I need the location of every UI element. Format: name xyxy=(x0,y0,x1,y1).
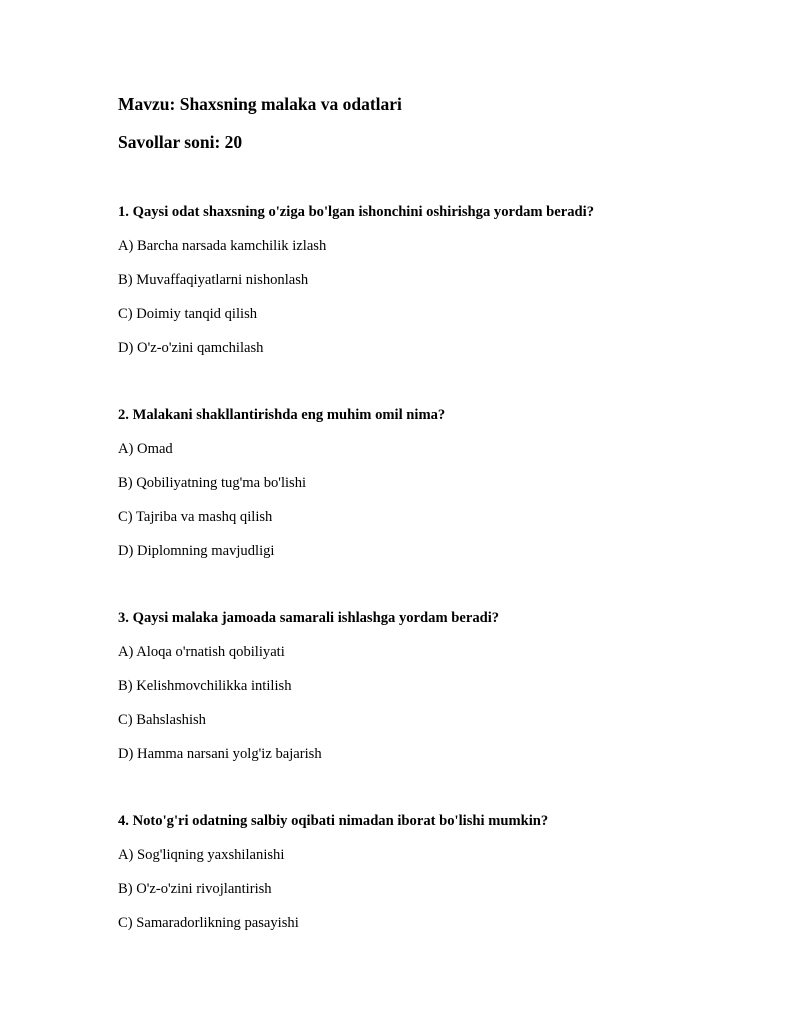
question-2-option-b: B) Qobiliyatning tug'ma bo'lishi xyxy=(118,475,307,491)
question-2-option-c: C) Tajriba va mashq qilish xyxy=(118,509,273,525)
question-2-option-d: D) Diplomning mavjudligi xyxy=(118,543,275,559)
question-1-option-d: D) O'z-o'zini qamchilash xyxy=(118,340,264,356)
question-2-option-a: A) Omad xyxy=(118,441,173,457)
question-1-option-c: C) Doimiy tanqid qilish xyxy=(118,306,258,322)
question-4-option-a: A) Sog'liqning yaxshilanishi xyxy=(118,847,285,863)
question-3-option-a: A) Aloqa o'rnatish qobiliyati xyxy=(118,644,285,660)
question-4-option-c: C) Samaradorlikning pasayishi xyxy=(118,915,299,931)
question-count-heading: Savollar soni: 20 xyxy=(118,132,243,152)
question-4: 4. Noto'g'ri odatning salbiy oqibati nimadan iborat bo'lishi mumkin? xyxy=(118,813,549,829)
question-1-option-a: A) Barcha narsada kamchilik izlash xyxy=(118,238,327,254)
question-1-option-b: B) Muvaffaqiyatlarni nishonlash xyxy=(118,272,309,288)
topic-heading: Mavzu: Shaxsning malaka va odatlari xyxy=(118,94,402,114)
question-3-option-c: C) Bahslashish xyxy=(118,712,206,728)
question-1: 1. Qaysi odat shaxsning o'ziga bo'lgan ishonchini oshirishga yordam beradi? xyxy=(118,204,595,220)
question-4-option-b: B) O'z-o'zini rivojlantirish xyxy=(118,881,272,897)
question-3-option-b: B) Kelishmovchilikka intilish xyxy=(118,678,292,694)
question-3: 3. Qaysi malaka jamoada samarali ishlashga yordam beradi? xyxy=(118,610,500,626)
question-2: 2. Malakani shakllantirishda eng muhim omil nima? xyxy=(118,407,446,423)
question-3-option-d: D) Hamma narsani yolg'iz bajarish xyxy=(118,746,322,762)
